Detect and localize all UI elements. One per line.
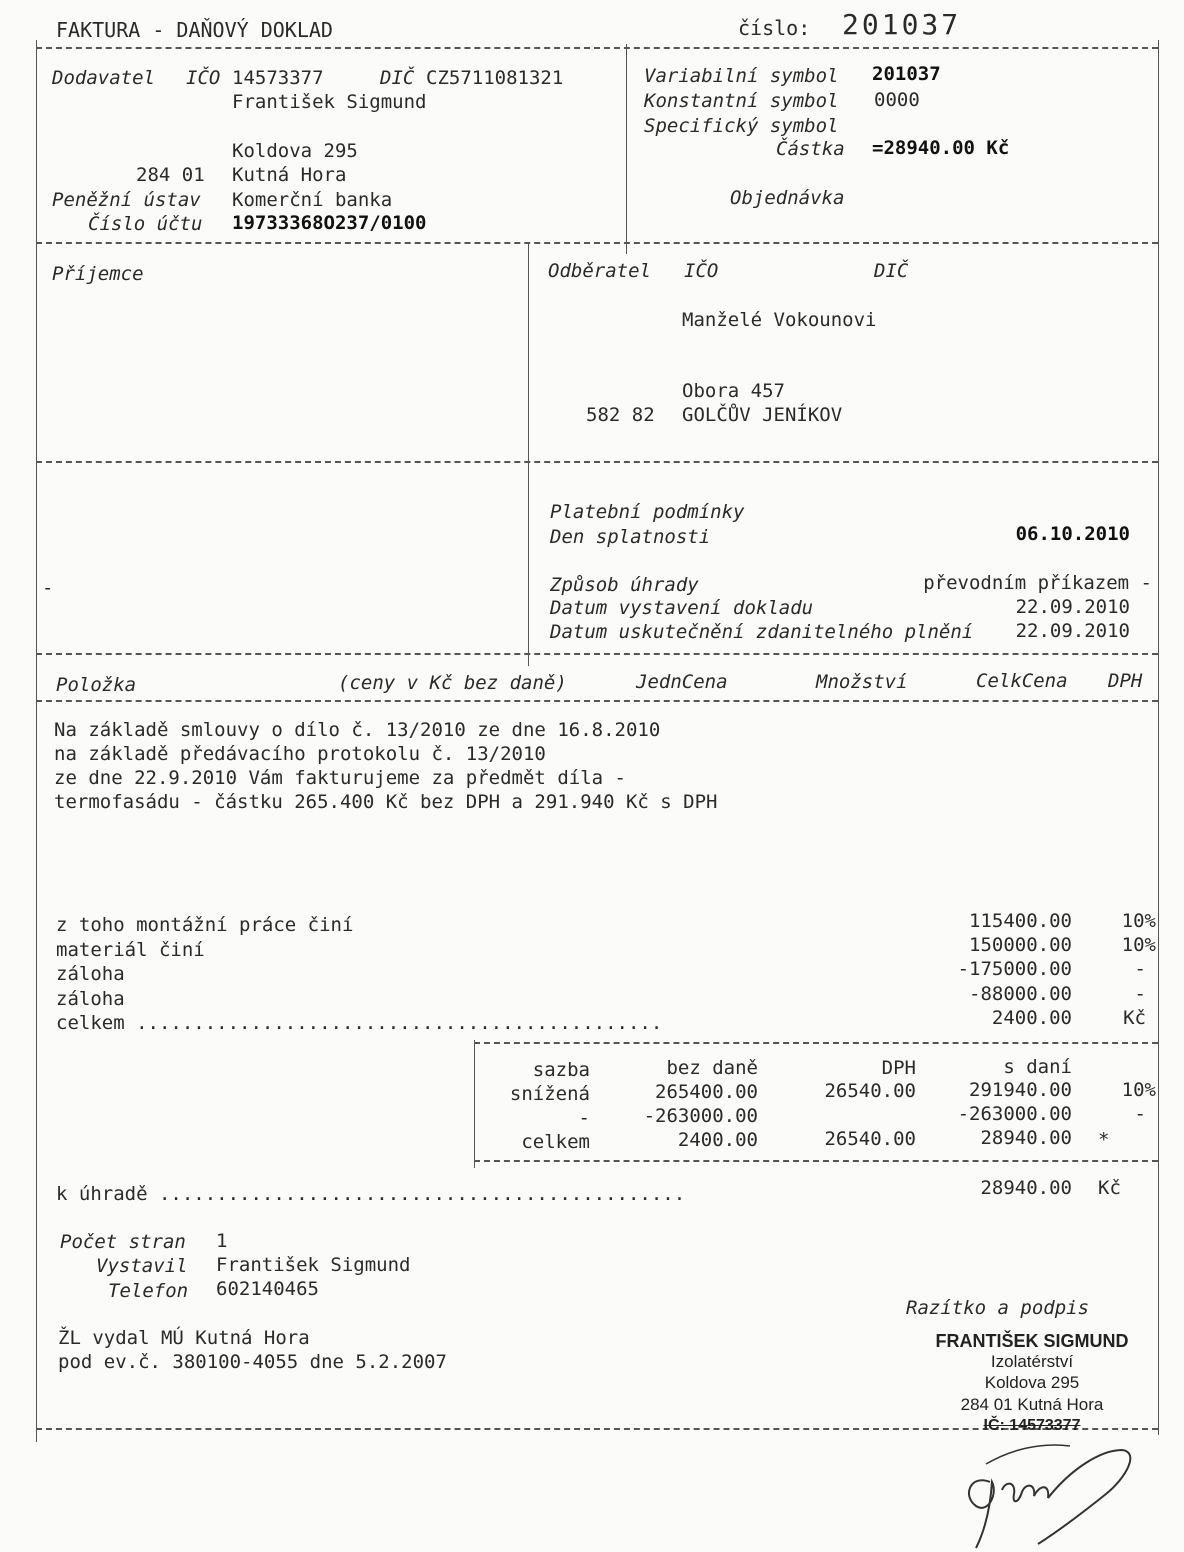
line-amount: 150000.00 [969, 934, 1072, 956]
line-label: z toho montážní práce činí [56, 914, 354, 936]
supplier-ico-label: IČO [186, 67, 221, 89]
vat-base: 265400.00 [655, 1081, 758, 1103]
pages-label: Počet stran [60, 1231, 186, 1253]
divider-terms-bottom [36, 653, 1158, 655]
terms-left-dash: - [42, 577, 54, 599]
account-number: 19733368O237/0100 [232, 212, 427, 234]
constant-symbol-label: Konstantní symbol [644, 90, 839, 112]
supplier-name: František Sigmund [232, 91, 427, 113]
vat-header-rate: sazba [532, 1059, 590, 1081]
customer-zip: 582 82 [586, 404, 655, 426]
vat-base: 2400.00 [677, 1129, 758, 1151]
line-vat: 10% [1121, 934, 1156, 956]
line-amount: 2400.00 [991, 1007, 1072, 1029]
taxable-date: 22.09.2010 [1015, 620, 1130, 642]
invoice-number: 201037 [842, 8, 962, 41]
divider-recipient-bottom [36, 461, 1158, 463]
supplier-street: Koldova 295 [232, 140, 358, 162]
divider-supplier-ref [626, 44, 627, 254]
vat-vat: 26540.00 [824, 1080, 916, 1102]
license-line: ŽL vydal MÚ Kutná Hora [58, 1327, 310, 1349]
variable-symbol-label: Variabilní symbol [644, 65, 839, 87]
stamp-ico: IČ: 14573377 [983, 1417, 1081, 1434]
vat-pct: 10% [1121, 1079, 1156, 1101]
vat-rate: celkem [521, 1131, 590, 1153]
pages-value: 1 [216, 1230, 228, 1252]
stamp-street: Koldova 295 [984, 1373, 1080, 1392]
stamp-signature-label: Razítko a podpis [906, 1297, 1090, 1319]
invoice-title: FAKTURA - DAŇOVÝ DOKLAD [56, 18, 333, 42]
supplier-zip: 284 01 [136, 164, 205, 186]
supplier-label: Dodavatel [52, 67, 155, 89]
phone-label: Telefon [108, 1280, 189, 1302]
supplier-dic-label: DIČ [380, 67, 415, 89]
line-vat: - [1134, 958, 1146, 980]
payment-method-label: Způsob úhrady [550, 574, 699, 596]
variable-symbol: 201037 [872, 63, 941, 85]
line-vat: - [1134, 983, 1146, 1005]
line-label: materiál činí [56, 939, 205, 961]
amount-value: =28940.00 Kč [872, 137, 1010, 159]
divider-vat-top [474, 1042, 1158, 1044]
license-line: pod ev.č. 380100-4055 dne 5.2.2007 [58, 1351, 447, 1373]
customer-street: Obora 457 [682, 380, 785, 402]
divider-vat-bottom [474, 1160, 1158, 1162]
vat-header-gross: s daní [1003, 1056, 1072, 1078]
constant-symbol: 0000 [874, 89, 920, 111]
bank-name: Komerční banka [232, 189, 393, 211]
vat-gross: 28940.00 [980, 1127, 1072, 1149]
payment-conditions-label: Platební podmínky [550, 501, 745, 523]
issue-date: 22.09.2010 [1015, 596, 1130, 618]
vat-rate: snížená [509, 1083, 590, 1105]
stamp-name: FRANTIŠEK SIGMUND [935, 1331, 1129, 1351]
vat-header-vat: DPH [881, 1057, 916, 1079]
supplier-dic: CZ5711081321 [426, 67, 564, 89]
divider-vat-table [474, 1040, 475, 1168]
issued-by-label: Vystavil [96, 1255, 188, 1277]
col-unit-price: JednCena [636, 671, 728, 693]
line-label: záloha [56, 988, 125, 1010]
description-line: termofasádu - částku 265.400 Kč bez DPH a 291.940 Kč s DPH [54, 791, 718, 813]
bank-label: Peněžní ústav [52, 189, 201, 211]
vat-pct: - [1134, 1103, 1146, 1125]
divider-items-header [36, 700, 1158, 702]
issued-by: František Sigmund [216, 1254, 411, 1276]
invoice-number-label: číslo: [738, 16, 811, 40]
vat-rate: - [578, 1107, 590, 1129]
due-date-label: Den splatnosti [550, 526, 711, 548]
vat-vat: 26540.00 [824, 1128, 916, 1150]
border-left [36, 40, 37, 1442]
col-vat: DPH [1108, 670, 1143, 692]
vat-gross: -263000.00 [957, 1103, 1072, 1125]
vat-pct: * [1098, 1129, 1110, 1151]
line-amount: -88000.00 [969, 983, 1072, 1005]
divider-supplier-bottom [36, 242, 1158, 244]
col-note: (ceny v Kč bez daně) [338, 672, 567, 694]
due-date: 06.10.2010 [1015, 523, 1130, 545]
customer-city: GOLČŮV JENÍKOV [682, 404, 843, 426]
issue-date-label: Datum vystavení dokladu [550, 597, 814, 619]
order-label: Objednávka [730, 187, 845, 209]
customer-name: Manželé Vokounovi [682, 309, 877, 331]
payment-method: převodním příkazem - [923, 572, 1152, 594]
vat-gross: 291940.00 [969, 1079, 1072, 1101]
line-amount: -175000.00 [957, 958, 1072, 980]
specific-symbol-label: Specifický symbol [644, 115, 839, 137]
stamp-city: 284 01 Kutná Hora [960, 1395, 1104, 1414]
supplier-city: Kutná Hora [232, 164, 347, 186]
vat-header-base: bez daně [666, 1057, 758, 1079]
customer-label: Odběratel [548, 260, 651, 282]
line-label: celkem .............................................. [56, 1012, 663, 1034]
col-total: CelkCena [976, 670, 1068, 692]
divider-top [36, 47, 1158, 49]
to-pay-currency: Kč [1098, 1177, 1121, 1199]
col-quantity: Množství [816, 671, 908, 693]
customer-ico-label: IČO [684, 260, 719, 282]
line-vat: 10% [1121, 910, 1156, 932]
line-vat: Kč [1123, 1007, 1146, 1029]
phone-value: 602140465 [216, 1278, 319, 1300]
supplier-ico: 14573377 [232, 67, 324, 89]
line-label: záloha [56, 963, 125, 985]
description-line: ze dne 22.9.2010 Vám fakturujeme za předmět díla - [54, 767, 626, 789]
recipient-label: Příjemce [52, 263, 144, 285]
customer-dic-label: DIČ [874, 260, 909, 282]
amount-label: Částka [776, 138, 845, 160]
account-label: Číslo účtu [88, 213, 203, 235]
line-amount: 115400.00 [969, 910, 1072, 932]
to-pay-label: k úhradě .............................................. [56, 1183, 686, 1205]
col-item: Položka [56, 674, 137, 696]
border-right [1158, 40, 1159, 1435]
vat-base: -263000.00 [643, 1105, 758, 1127]
handwritten-signature [950, 1420, 1150, 1552]
description-line: na základě předávacího protokolu č. 13/2010 [54, 743, 546, 765]
stamp-trade: Izolatérství [990, 1352, 1074, 1371]
to-pay-amount: 28940.00 [980, 1177, 1072, 1199]
taxable-date-label: Datum uskutečnění zdanitelného plnění [550, 621, 974, 643]
description-line: Na základě smlouvy o dílo č. 13/2010 ze dne 16.8.2010 [54, 719, 661, 741]
divider-recipient-customer [528, 242, 529, 666]
